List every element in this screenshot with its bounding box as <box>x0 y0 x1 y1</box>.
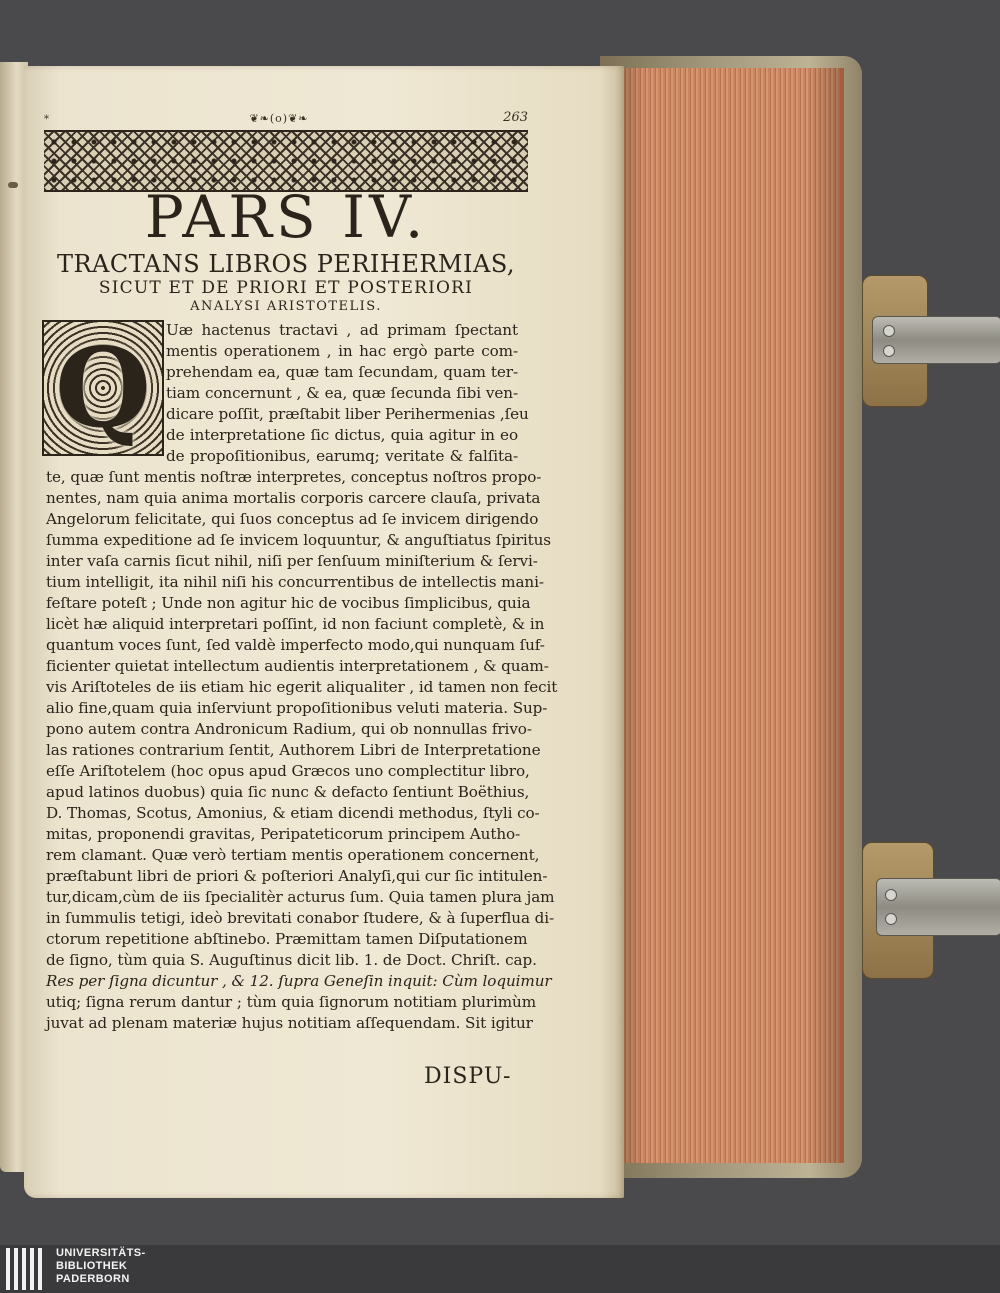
section-subtitle-line-3: ANALYSI ARISTOTELIS. <box>190 299 382 314</box>
text-line: rem clamant. Quæ verò tertiam mentis operationem concernent, <box>46 846 540 864</box>
text-line: Angelorum felicitate, qui ſuos conceptus ad ſe invicem dirigendo <box>46 510 539 528</box>
page-header <box>44 112 528 126</box>
text-line: juvat ad plenam materiæ hujus notitiam aſſequendam. Sit igitur <box>46 1014 533 1032</box>
text-line: mitas, proponendi gravitas, Peripateticorum principem Autho- <box>46 825 521 843</box>
text-line: alio fine,quam quia inſerviunt propoſitionibus veluti materia. Sup- <box>46 699 548 717</box>
library-name <box>56 1247 146 1286</box>
page-fore-edge <box>618 68 844 1163</box>
library-name-line-2: BIBLIOTHEK <box>56 1260 128 1272</box>
text-line: tur,dicam,cùm de iis ſpecialitèr acturus ſum. Quia tamen plura jam <box>46 888 555 906</box>
page-number: 263 <box>503 110 528 125</box>
text-line: tiam concernunt , & ea, quæ ſecunda ſibi ven- <box>166 384 518 402</box>
catchword: DISPU- <box>424 1064 512 1089</box>
text-line: vis Ariſtoteles de iis etiam hic egerit aliqualiter , id tamen non fecit <box>46 678 558 696</box>
text-line: dicare poſſit, præſtabit liber Perihermenias ,ſeu <box>166 405 529 423</box>
text-line: utiq; ſigna rerum dantur ; tùm quia ſignorum notitiam plurimùm <box>46 993 537 1011</box>
lower-clasp-rivet <box>885 913 897 925</box>
text-line: Res per ſigna dicuntur , & 12. ſupra Geneſin inquit: Cùm loquimur <box>46 972 552 990</box>
text-line: licèt hæ aliquid interpretari poſſint, id non faciunt completè, & in <box>46 615 545 633</box>
section-subtitle-line-1: TRACTANS LIBROS PERIHERMIAS, <box>56 250 516 278</box>
text-line: prehendam ea, quæ tam ſecundam, quam ter- <box>166 363 518 381</box>
text-line: de interpretatione ſic dictus, quia agitur in eo <box>166 426 518 444</box>
lower-clasp-rivet <box>885 889 897 901</box>
text-line: feſtare poteſt ; Unde non agitur hic de vocibus ſimplicibus, quia <box>46 594 531 612</box>
text-line: apud latinos duobus) quia ſic nunc & defacto ſentiunt Boëthius, <box>46 783 530 801</box>
upper-clasp-rivet <box>883 345 895 357</box>
text-line: eſſe Ariſtotelem (hoc opus apud Græcos uno complectitur libro, <box>46 762 530 780</box>
text-line: inter vaſa carnis ſicut nihil, niſi per ſenſuum miniſterium & ſervi- <box>46 552 538 570</box>
text-line: de ſigno, tùm quia S. Auguſtinus dicit lib. 1. de Doct. Chriſt. cap. <box>46 951 537 969</box>
text-line: quantum voces ſunt, ſed valdè imperfecto modo,qui nunquam ſuf- <box>46 636 545 654</box>
page-mark: * <box>44 114 49 125</box>
text-line: D. Thomas, Scotus, Amonius, & etiam dicendi methodus, ſtyli co- <box>46 804 540 822</box>
footer-bar <box>0 1245 1000 1293</box>
upper-clasp-rivet <box>883 325 895 337</box>
library-name-line-1: UNIVERSITÄTS- <box>56 1247 146 1259</box>
initial-letter: Q <box>55 323 151 452</box>
text-line: ſumma expeditione ad ſe invicem loquuntur, & anguſtiatus ſpiritus <box>46 531 551 549</box>
text-line: pono autem contra Andronicum Radium, qui ob nonnullas frivo- <box>46 720 532 738</box>
library-name-line-3: PADERBORN <box>56 1273 130 1285</box>
text-line: in ſummulis tetigi, ideò brevitati conabor ſtudere, & à ſuperflua di- <box>46 909 555 927</box>
text-line: nentes, nam quia anima mortalis corporis carcere clauſa, privata <box>46 489 541 507</box>
decorated-initial <box>42 320 164 456</box>
header-ornament: ❦❧(o)❦❧ <box>249 112 309 125</box>
upper-clasp <box>872 316 1000 364</box>
text-line: de propoſitionibus, earumq; veritate & falſita- <box>166 447 518 465</box>
text-line: tium intelligit, ita nihil niſi his concurrentibus de intellectis mani- <box>46 573 544 591</box>
section-title: PARS IV. <box>144 183 428 251</box>
text-line: Uæ hactenus tractavi , ad primam ſpectant <box>166 321 518 339</box>
text-line: ficienter quietat intellectum audientis interpretationem , & quam- <box>46 657 549 675</box>
text-line: te, quæ ſunt mentis noſtræ interpretes, conceptus noſtros propo- <box>46 468 542 486</box>
section-subtitle-line-2: SICUT ET DE PRIORI ET POSTERIORI <box>98 278 474 298</box>
lower-clasp <box>876 878 1000 936</box>
text-line: las rationes contrarium ſentit, Authorem Libri de Interpretatione <box>46 741 541 759</box>
left-page-mark <box>8 182 18 188</box>
text-line: ctorum repetitione abſtinebo. Præmittam tamen Diſputationem <box>46 930 528 948</box>
text-line: præſtabunt libri de priori & poſteriori Analyſi,qui cur ſic intitulen- <box>46 867 548 885</box>
library-logo-icon <box>6 1248 50 1290</box>
text-line: mentis operationem , in hac ergò parte com- <box>166 342 518 360</box>
